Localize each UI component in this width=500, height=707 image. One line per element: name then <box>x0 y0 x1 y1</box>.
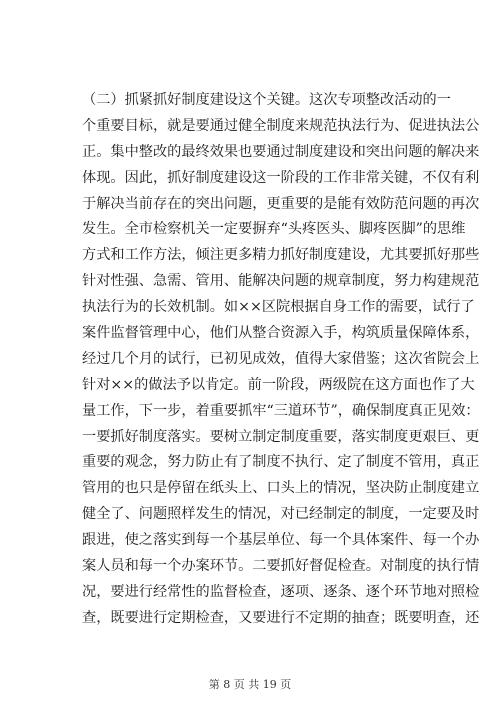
text-line: （二）抓紧抓好制度建设这个关键。这次专项整改活动的一 <box>82 92 451 108</box>
text-line: 跟进，使之落实到每一个基层单位、每一个具体案件、每一个办 <box>82 532 480 549</box>
text-line: 针对××的做法予以肯定。前一阶段，两级院在这方面也作了大 <box>82 376 475 393</box>
text-line: 量工作，下一步，着重要抓牢“三道环节”，确保制度真正见效： <box>82 402 480 419</box>
text-line: 执法行为的长效机制。如××区院根据自身工作的需要，试行了 <box>82 299 475 316</box>
body-paragraph <box>82 88 480 632</box>
text-line: 查，既要进行定期检查，又要进行不定期的抽查；既要明查，还 <box>82 609 480 626</box>
text-line: 发生。全市检察机关一定要摒弃“头疼医头、脚疼医脚”的思维 <box>82 221 466 238</box>
text-line: 经过几个月的试行，已初见成效，值得大家借鉴；这次省院会上 <box>82 350 480 367</box>
text-line: 案件监督管理中心，他们从整合资源入手，构筑质量保障体系， <box>82 325 480 342</box>
text-line: 个重要目标，就是要通过健全制度来规范执法行为、促进执法公 <box>82 117 480 134</box>
text-line: 于解决当前存在的突出问题，更重要的是能有效防范问题的再次 <box>82 195 480 212</box>
page-number-footer: 第 8 页 共 19 页 <box>208 678 292 691</box>
text-line: 况，要进行经常性的监督检查，逐项、逐条、逐个环节地对照检 <box>82 583 480 600</box>
text-line: 健全了、问题照样发生的情况，对已经制定的制度，一定要及时 <box>82 506 480 523</box>
text-line: 正。集中整改的最终效果也要通过制度建设和突出问题的解决来 <box>82 143 480 160</box>
text-line: 管用的也只是停留在纸头上、口头上的情况，坚决防止制度建立 <box>82 480 480 497</box>
text-line: 方式和工作方法，倾注更多精力抓好制度建设，尤其要抓好那些 <box>82 247 480 264</box>
text-line: 案人员和每一个办案环节。二要抓好督促检查。对制度的执行情 <box>82 558 480 575</box>
text-line: 针对性强、急需、管用、能解决问题的规章制度，努力构建规范 <box>82 273 480 290</box>
text-line: 重要的观念，努力防止有了制度不执行、定了制度不管用，真正 <box>82 454 480 471</box>
text-line: 一要抓好制度落实。要树立制定制度重要，落实制度更艰巨、更 <box>82 428 480 445</box>
text-line: 体现。因此，抓好制度建设这一阶段的工作非常关键，不仅有利 <box>82 169 480 186</box>
